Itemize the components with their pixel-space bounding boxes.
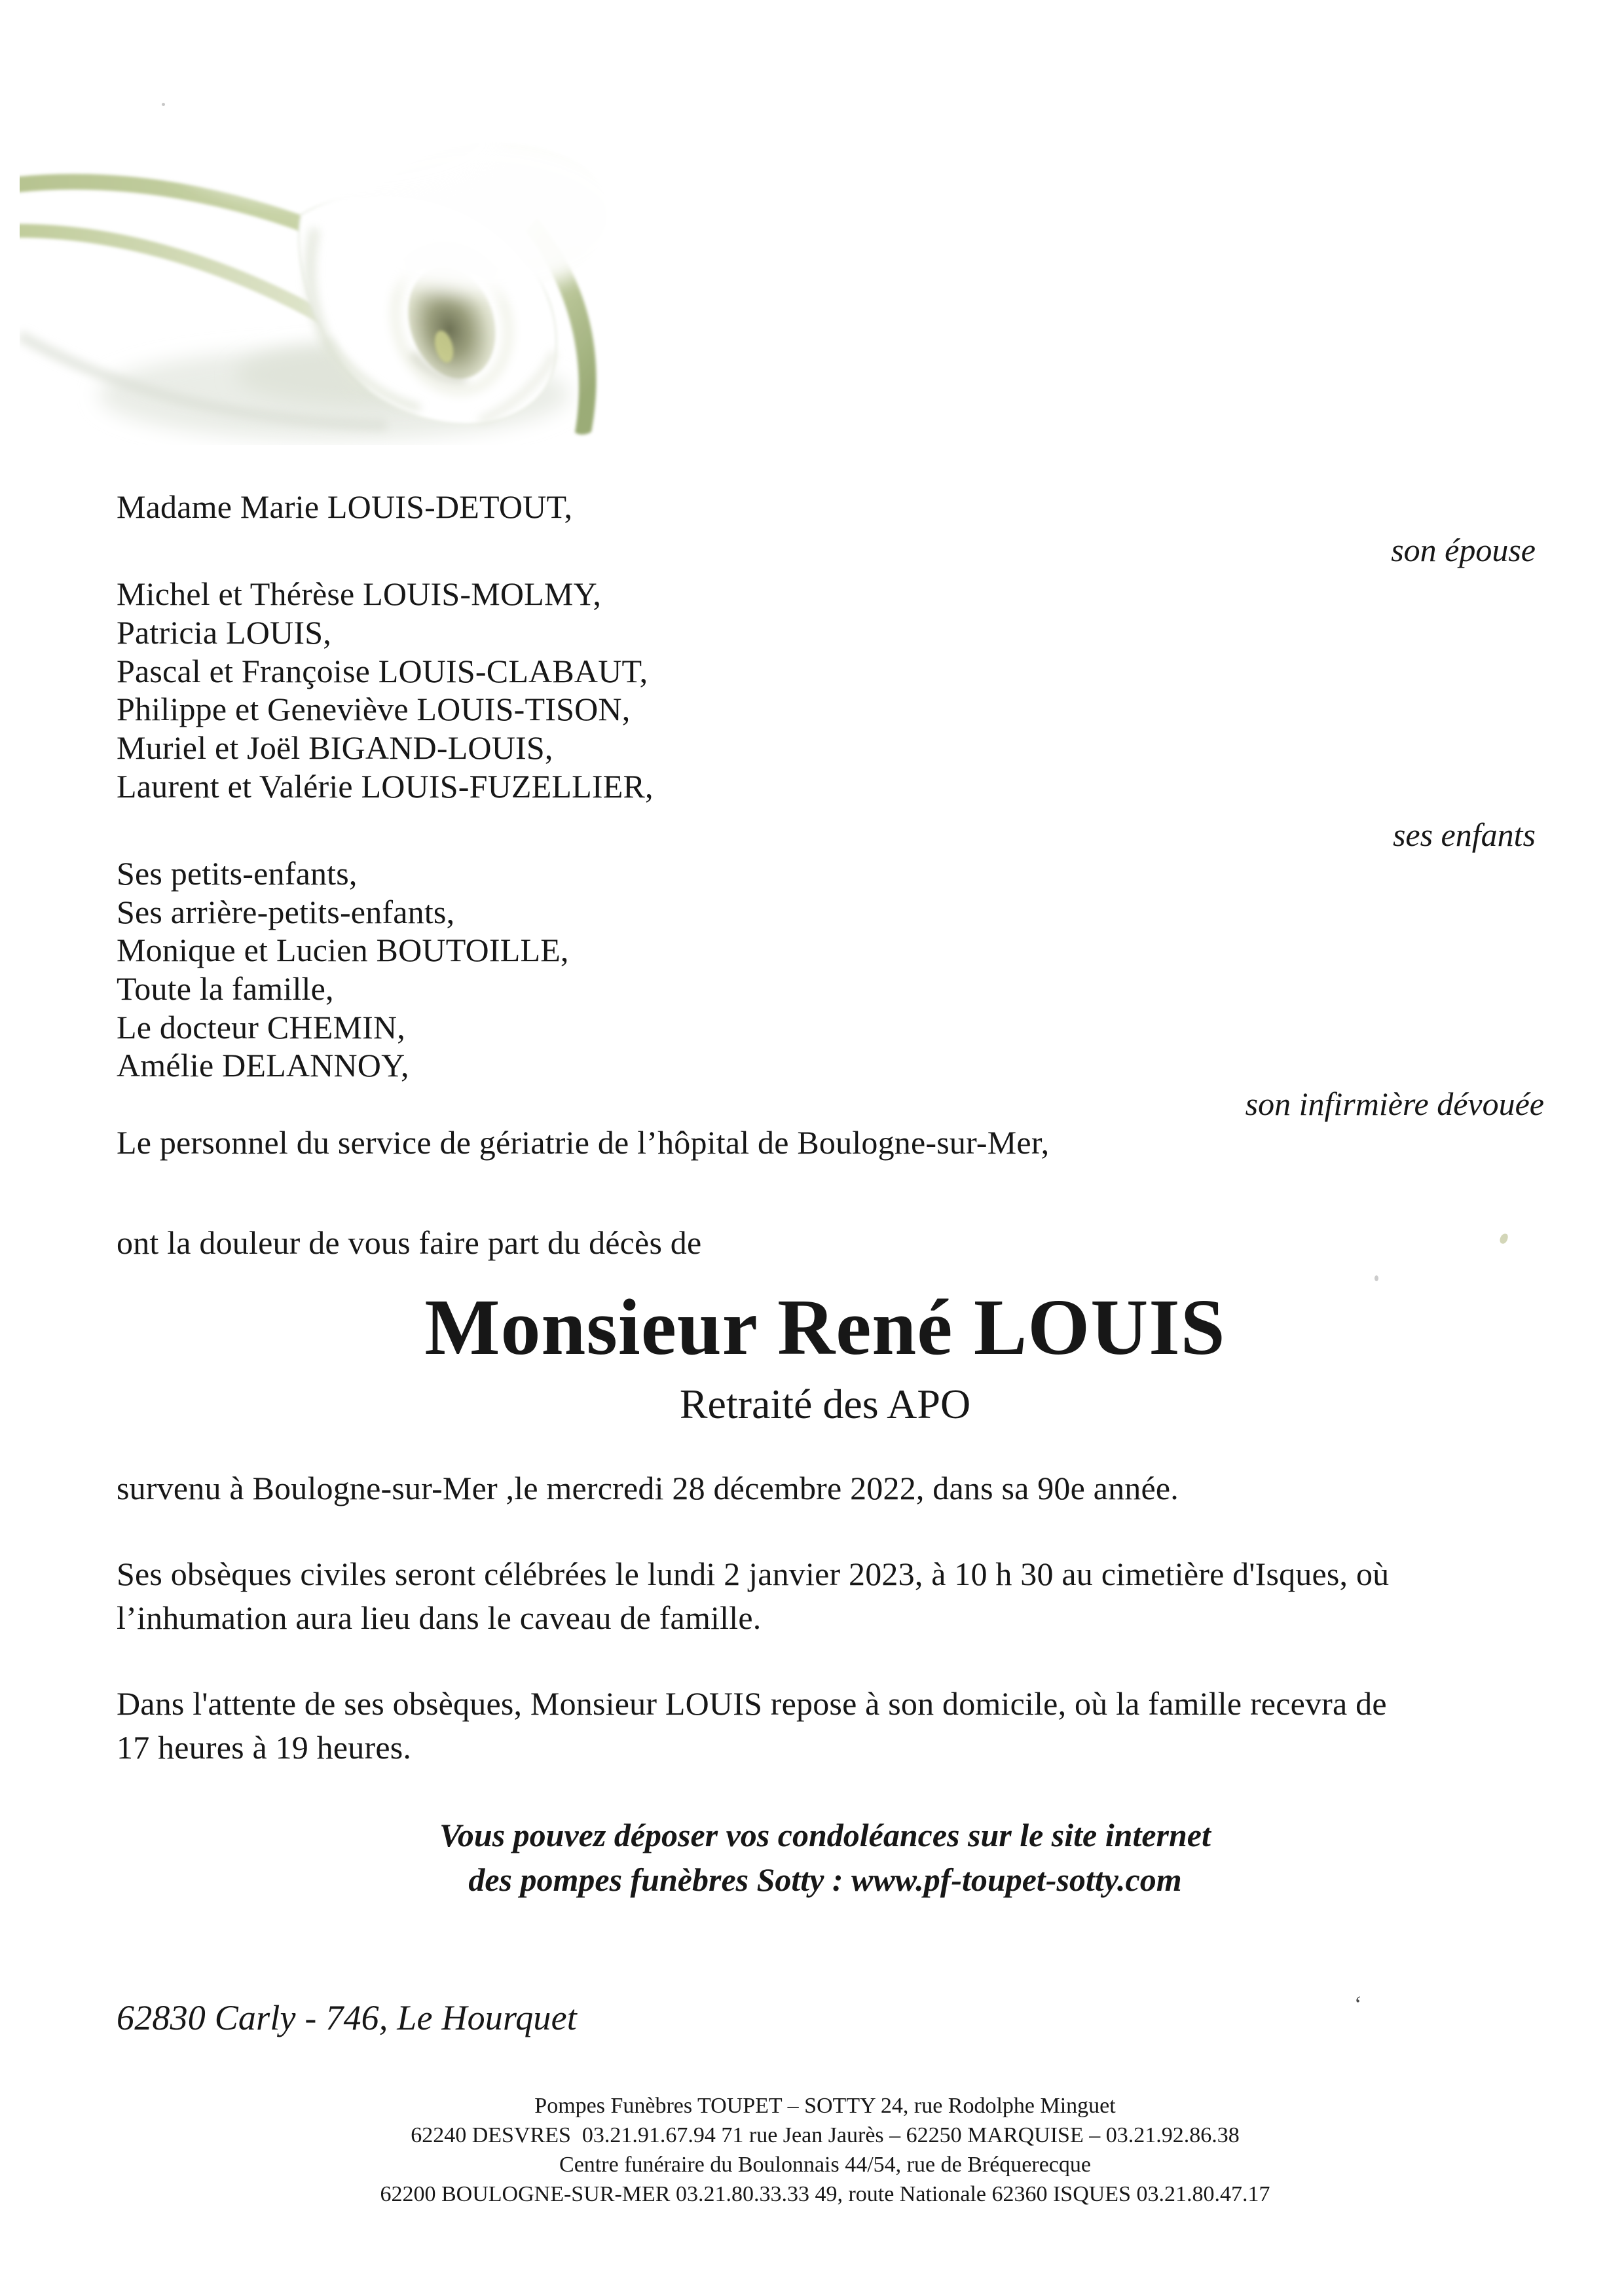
child-line: Michel et Thérèse LOUIS-MOLMY, xyxy=(117,575,602,612)
funeral-details-line: l’inhumation aura lieu dans le caveau de famille. xyxy=(117,1599,762,1636)
child-line: Muriel et Joël BIGAND-LOUIS, xyxy=(117,729,553,766)
wake-details-line: 17 heures à 19 heures. xyxy=(117,1729,412,1766)
child-line: Pascal et Françoise LOUIS-CLABAUT, xyxy=(117,653,648,689)
condolences-notice-line: Vous pouvez déposer vos condoléances sur le site internet xyxy=(439,1817,1211,1853)
scan-artifact xyxy=(1499,1233,1509,1245)
announcement-intro: ont la douleur de vous faire part du décès de xyxy=(117,1224,702,1261)
child-line: Patricia LOUIS, xyxy=(117,614,331,651)
funeral-details-line: Ses obsèques civiles seront célébrées le lundi 2 janvier 2023, à 10 h 30 au cimetière d'Isques, où xyxy=(117,1556,1390,1592)
relative-line: Ses petits-enfants, xyxy=(117,855,358,892)
relative-line: Toute la famille, xyxy=(117,970,334,1007)
scan-artifact xyxy=(1375,1275,1378,1281)
funeral-home-centre-line: Centre funéraire du Boulonnais 44/54, rue de Bréquerecque xyxy=(559,2153,1091,2177)
wake-details-line: Dans l'attente de ses obsèques, Monsieur LOUIS repose à son domicile, où la famille recevra de xyxy=(117,1685,1387,1722)
relative-line: Le docteur CHEMIN, xyxy=(117,1009,405,1046)
deceased-name: Monsieur René LOUIS xyxy=(424,1283,1226,1372)
children-relation-label: ses enfants xyxy=(1392,816,1536,853)
relative-line: Ses arrière-petits-enfants, xyxy=(117,894,455,930)
calla-lily-photo xyxy=(20,62,622,445)
relative-line: Monique et Lucien BOUTOILLE, xyxy=(117,932,569,968)
nurse-relation-label: son infirmière dévouée xyxy=(1245,1085,1544,1122)
spouse-relation-label: son épouse xyxy=(1391,532,1536,568)
funeral-home-contact-line: 62200 BOULOGNE-SUR-MER 03.21.80.33.33 49, route Nationale 62360 ISQUES 03.21.80.47.17 xyxy=(380,2182,1270,2206)
funeral-home-name-line: Pompes Funèbres TOUPET – SOTTY 24, rue Rodolphe Minguet xyxy=(534,2094,1116,2118)
condolences-website-line: des pompes funèbres Sotty : www.pf-toupet-sotty.com xyxy=(468,1861,1182,1898)
death-details-line: survenu à Boulogne-sur-Mer ,le mercredi 28 décembre 2022, dans sa 90e année. xyxy=(117,1470,1179,1506)
hospital-staff-line: Le personnel du service de gériatrie de l’hôpital de Boulogne-sur-Mer, xyxy=(117,1124,1050,1161)
scan-artifact: ‘ xyxy=(1353,1991,1361,2017)
spouse-line: Madame Marie LOUIS-DETOUT, xyxy=(117,488,573,525)
deceased-subtitle: Retraité des APO xyxy=(679,1381,971,1427)
child-line: Laurent et Valérie LOUIS-FUZELLIER, xyxy=(117,768,654,805)
funeral-home-address-line: 62240 DESVRES 03.21.91.67.94 71 rue Jean Jaurès – 62250 MARQUISE – 03.21.92.86.38 xyxy=(411,2123,1240,2147)
child-line: Philippe et Geneviève LOUIS-TISON, xyxy=(117,691,631,727)
relative-line: Amélie DELANNOY, xyxy=(117,1047,409,1084)
home-address: 62830 Carly - 746, Le Hourquet xyxy=(117,1998,577,2037)
